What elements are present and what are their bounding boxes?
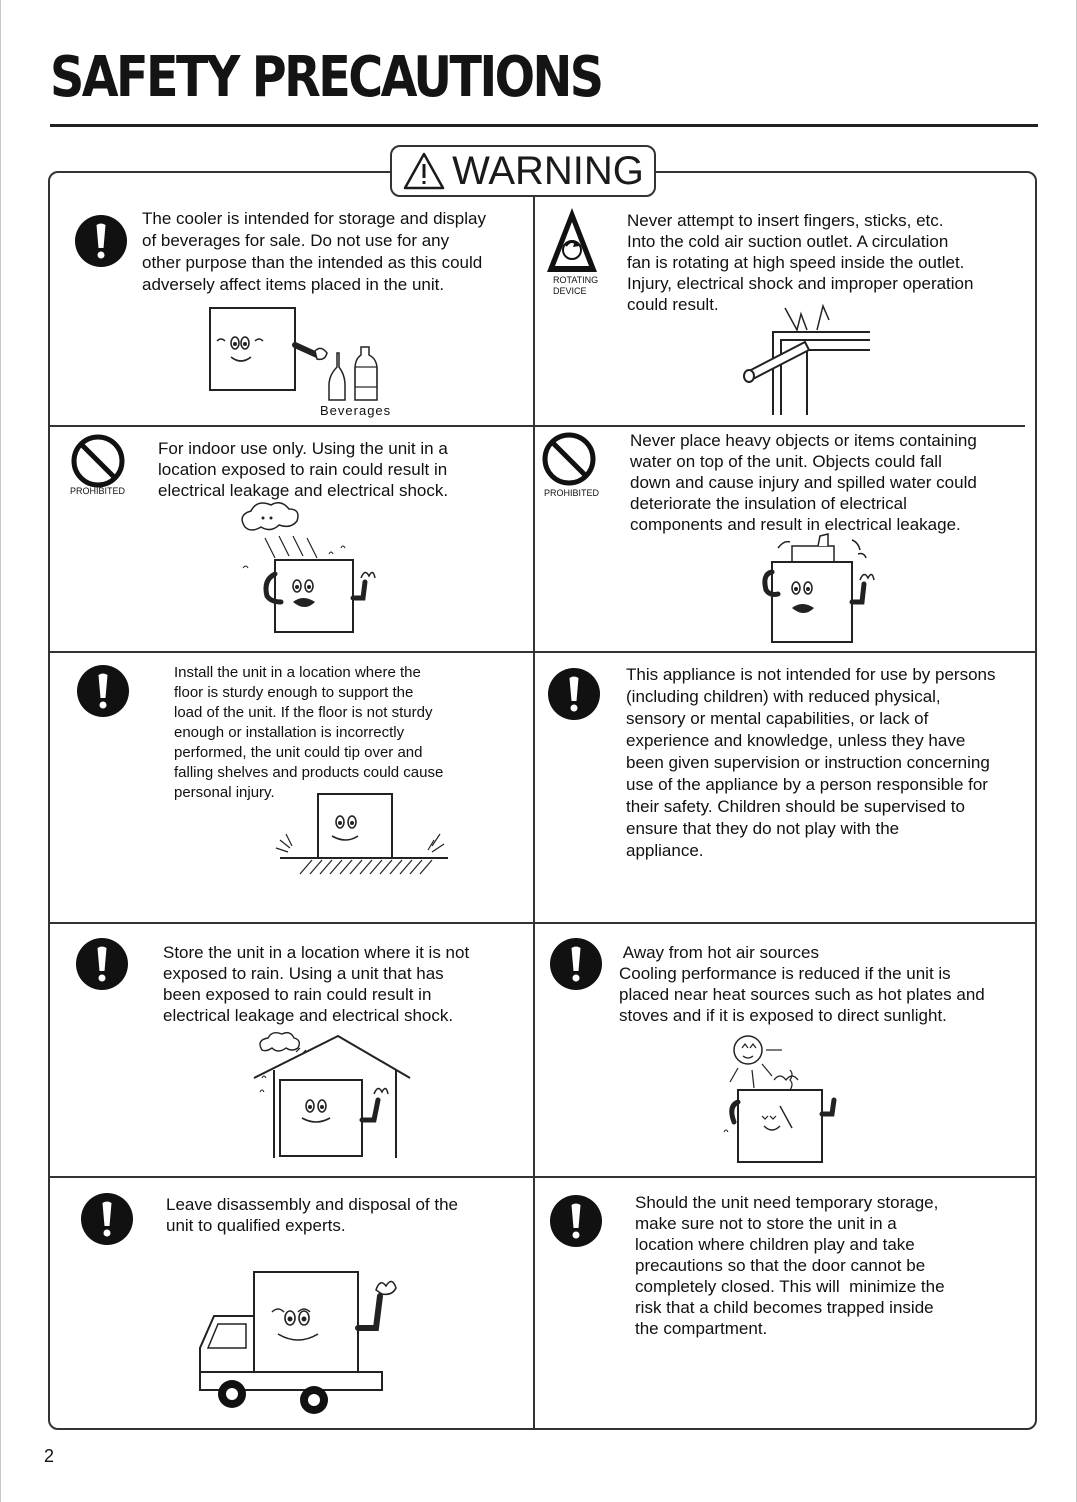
no-entry-icon bbox=[71, 434, 125, 488]
exclamation-circle-icon bbox=[549, 1194, 603, 1248]
item-5-text bbox=[174, 663, 443, 803]
item-2-line-5: could result. bbox=[627, 295, 719, 314]
item-6-line-8: ensure that they do not play with the bbox=[626, 819, 900, 838]
item-1-line-4: adversely affect items placed in the unit. bbox=[142, 275, 445, 294]
warning-label bbox=[390, 145, 656, 197]
warning-text: WARNING bbox=[452, 149, 644, 193]
item-9-line-2: unit to qualified experts. bbox=[166, 1216, 346, 1235]
prohibited-caption-1: PROHIBITED bbox=[70, 486, 126, 496]
cooler-on-floor-illustration bbox=[272, 790, 452, 880]
item-8-line-2: Cooling performance is reduced if the unit is bbox=[619, 964, 951, 983]
item-6-line-6: use of the appliance by a person responsible for bbox=[626, 775, 988, 794]
item-3-line-1: For indoor use only. Using the unit in a bbox=[158, 439, 448, 458]
item-5-line-2: floor is sturdy enough to support the bbox=[174, 684, 414, 701]
item-5-line-7: personal injury. bbox=[174, 784, 275, 801]
exclamation-circle-icon bbox=[74, 214, 128, 268]
object-on-cooler-illustration bbox=[758, 532, 888, 644]
item-6-line-7: their safety. Children should be supervised to bbox=[626, 797, 965, 816]
item-1-line-2: of beverages for sale. Do not use for any bbox=[142, 231, 450, 250]
item-2-line-4: Injury, electrical shock and improper operation bbox=[627, 274, 974, 293]
page-edge-left bbox=[0, 0, 1, 1502]
item-7-line-4: electrical leakage and electrical shock. bbox=[163, 1006, 454, 1025]
exclamation-circle-icon bbox=[547, 667, 601, 721]
item-10-text bbox=[635, 1192, 945, 1339]
item-7-line-2: exposed to rain. Using a unit that has bbox=[163, 964, 444, 983]
item-5-line-4: enough or installation is incorrectly bbox=[174, 724, 405, 741]
stick-in-outlet-illustration bbox=[735, 300, 875, 418]
item-1-line-1: The cooler is intended for storage and display bbox=[142, 209, 486, 228]
item-6-line-3: sensory or mental capabilities, or lack of bbox=[626, 709, 929, 728]
item-1-text bbox=[142, 208, 486, 296]
item-1-line-3: other purpose than the intended as this could bbox=[142, 253, 483, 272]
exclamation-circle-icon bbox=[549, 937, 603, 991]
item-3-line-3: electrical leakage and electrical shock. bbox=[158, 481, 449, 500]
exclamation-circle-icon bbox=[75, 937, 129, 991]
row-divider-2 bbox=[49, 651, 1036, 653]
item-9-text bbox=[166, 1194, 458, 1236]
page-number: 2 bbox=[44, 1446, 55, 1466]
item-8-line-3: placed near heat sources such as hot plates and bbox=[619, 985, 985, 1004]
item-10-line-4: precautions so that the door cannot be bbox=[635, 1256, 926, 1275]
item-5-line-3: load of the unit. If the floor is not sturdy bbox=[174, 704, 433, 721]
item-4-line-1: Never place heavy objects or items containing bbox=[630, 431, 977, 450]
item-8-text bbox=[619, 942, 985, 1026]
item-6-line-1: This appliance is not intended for use by persons bbox=[626, 665, 996, 684]
item-10-line-1: Should the unit need temporary storage, bbox=[635, 1193, 939, 1212]
rotating-caption-line-2: DEVICE bbox=[553, 286, 587, 296]
item-2-line-1: Never attempt to insert fingers, sticks, etc. bbox=[627, 211, 944, 230]
item-6-line-9: appliance. bbox=[626, 841, 704, 860]
item-10-line-7: the compartment. bbox=[635, 1319, 768, 1338]
page-title: SAFETY PRECAUTIONS bbox=[50, 45, 602, 110]
rotating-caption-line-1: ROTATING bbox=[553, 275, 599, 285]
item-8-line-1: Away from hot air sources bbox=[619, 943, 819, 962]
column-divider bbox=[533, 197, 535, 1429]
cooler-indoors-illustration bbox=[248, 1030, 418, 1160]
item-6-line-4: experience and knowledge, unless they have bbox=[626, 731, 966, 750]
exclamation-circle-icon bbox=[80, 1192, 134, 1246]
warning-triangle-icon bbox=[402, 151, 446, 191]
row-divider-1 bbox=[49, 425, 1025, 427]
item-4-line-4: deteriorate the insulation of electrical bbox=[630, 494, 907, 513]
item-7-text bbox=[163, 942, 469, 1026]
item-5-line-6: falling shelves and products could cause bbox=[174, 764, 444, 781]
cooler-on-truck-illustration bbox=[192, 1268, 422, 1420]
item-7-line-1: Store the unit in a location where it is not bbox=[163, 943, 470, 962]
cooler-in-rain-illustration bbox=[235, 502, 385, 634]
item-5-line-5: performed, the unit could tip over and bbox=[174, 744, 423, 761]
item-10-line-5: completely closed. This will minimize the bbox=[635, 1277, 945, 1296]
item-4-line-3: down and cause injury and spilled water could bbox=[630, 473, 977, 492]
item-6-line-2: (including children) with reduced physical, bbox=[626, 687, 941, 706]
item-3-line-2: location exposed to rain could result in bbox=[158, 460, 448, 479]
rotating-device-warning-icon bbox=[545, 206, 599, 276]
item-2-line-3: fan is rotating at high speed inside the outlet. bbox=[627, 253, 965, 272]
item-10-line-2: make sure not to store the unit in a bbox=[635, 1214, 897, 1233]
item-3-text bbox=[158, 438, 448, 501]
item-6-text bbox=[626, 664, 996, 862]
prohibited-caption-2: PROHIBITED bbox=[544, 488, 600, 498]
exclamation-circle-icon bbox=[76, 664, 130, 718]
row-divider-3 bbox=[49, 922, 1036, 924]
item-7-line-3: been exposed to rain could result in bbox=[163, 985, 432, 1004]
item-4-text bbox=[630, 430, 977, 535]
item-9-line-1: Leave disassembly and disposal of the bbox=[166, 1195, 459, 1214]
no-entry-icon bbox=[542, 432, 596, 486]
item-4-line-2: water on top of the unit. Objects could fall bbox=[630, 452, 942, 471]
item-8-line-4: stoves and if it is exposed to direct sunlight. bbox=[619, 1006, 947, 1025]
item-6-line-5: been given supervision or instruction concerning bbox=[626, 753, 990, 772]
row-divider-4 bbox=[49, 1176, 1036, 1178]
beverages-label: Beverages bbox=[320, 403, 392, 418]
item-10-line-3: location where children play and take bbox=[635, 1235, 915, 1254]
rotating-device-caption bbox=[553, 275, 598, 297]
item-5-line-1: Install the unit in a location where the bbox=[174, 664, 421, 681]
item-10-line-6: risk that a child becomes trapped inside bbox=[635, 1298, 934, 1317]
item-2-line-2: Into the cold air suction outlet. A circulation bbox=[627, 232, 949, 251]
title-rule bbox=[50, 124, 1038, 127]
item-4-line-5: components and result in electrical leakage. bbox=[630, 515, 961, 534]
cooler-near-heat-illustration bbox=[716, 1030, 846, 1164]
